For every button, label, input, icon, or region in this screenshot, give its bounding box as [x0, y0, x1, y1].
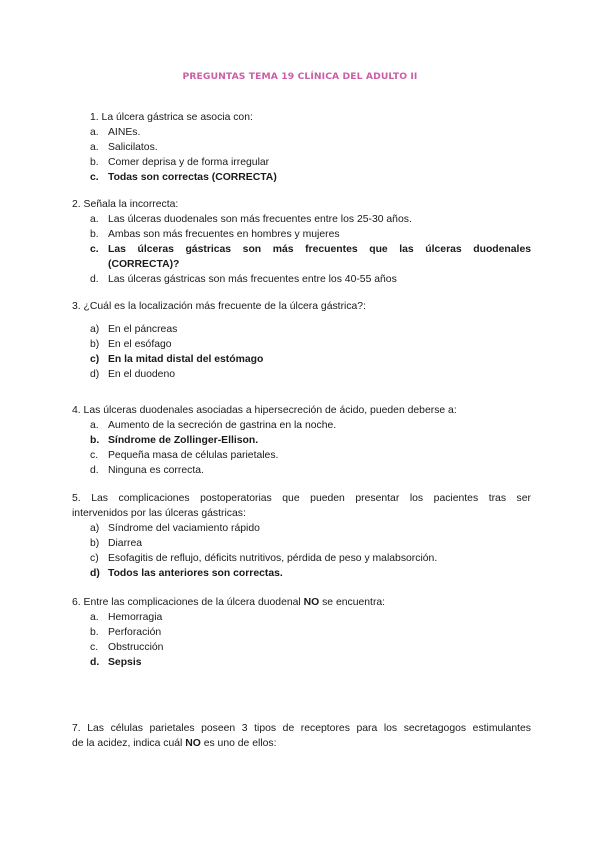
option-label: d.	[90, 465, 99, 476]
option-text: Sepsis	[108, 657, 142, 668]
question-6-option-c	[72, 640, 531, 655]
option-label: a.	[90, 420, 99, 431]
option-text: Síndrome del vaciamiento rápido	[108, 523, 260, 534]
option-label: c.	[90, 450, 99, 461]
question-6-option-b	[72, 625, 531, 640]
option-label: c.	[90, 172, 99, 183]
stem-text: 6. Entre las complicaciones de la úlcera duodenal	[72, 597, 304, 608]
option-text: Perforación	[108, 627, 162, 638]
option-label: d.	[90, 274, 99, 285]
option-label: b.	[90, 435, 100, 446]
option-text: En el duodeno	[108, 369, 176, 380]
question-3-option-b	[72, 337, 531, 352]
question-4-stem: 4. Las úlceras duodenales asociadas a hipersecreción de ácido, pueden deberse a:	[72, 405, 457, 416]
option-text: En el esófago	[108, 339, 172, 350]
question-1-option-a2	[72, 140, 531, 155]
option-text: Esofagitis de reflujo, déficits nutritivos, pérdida de peso y malabsorción.	[108, 553, 438, 564]
question-4-option-c	[72, 448, 531, 463]
question-1-option-a	[72, 125, 531, 140]
option-label: b)	[90, 339, 100, 350]
question-2-option-d	[72, 272, 531, 287]
question-6	[72, 595, 531, 670]
stem-text: es uno de ellos:	[200, 738, 277, 749]
stem-text: se encuentra:	[319, 597, 386, 608]
option-label: a)	[90, 324, 100, 335]
question-5	[72, 491, 531, 581]
stem-text: de la acidez, indica cuál	[72, 738, 186, 749]
option-label: b.	[90, 627, 99, 638]
question-5-stem-line-1: 5. Las complicaciones postoperatorias que pueden presentar los pacientes tras ser	[72, 493, 531, 504]
question-4-option-a	[72, 418, 531, 433]
question-2	[72, 197, 531, 287]
option-label: b)	[90, 538, 100, 549]
question-6-stem	[72, 595, 531, 610]
option-text-line-1: Las úlceras gástricas son más frecuentes que las úlceras duodenales	[108, 244, 531, 255]
question-4-option-b	[72, 433, 531, 448]
question-6-option-d	[72, 655, 531, 670]
option-text: En el páncreas	[108, 324, 178, 335]
option-text: Ninguna es correcta.	[108, 465, 204, 476]
option-label: c)	[90, 553, 99, 564]
option-text: Las úlceras gástricas son más frecuentes entre los 40-55 años	[108, 274, 397, 285]
option-label: d)	[90, 369, 100, 380]
question-1-stem: 1. La úlcera gástrica se asocia con:	[90, 112, 253, 123]
question-3-option-a	[72, 322, 531, 337]
question-5-option-b	[72, 536, 531, 551]
question-1	[72, 110, 531, 185]
question-3-option-c	[72, 352, 531, 367]
question-3	[72, 299, 531, 382]
question-3-option-d	[72, 367, 531, 382]
option-label: d)	[90, 568, 100, 579]
option-text: Todos las anteriores son correctas.	[108, 568, 283, 579]
question-3-stem: 3. ¿Cuál es la localización más frecuente de la úlcera gástrica?:	[72, 301, 366, 312]
option-text: En la mitad distal del estómago	[108, 354, 264, 365]
question-6-option-a	[72, 610, 531, 625]
option-label: c.	[90, 642, 99, 653]
question-2-option-a	[72, 212, 531, 227]
question-5-option-d	[72, 566, 531, 581]
question-2-option-c	[72, 242, 531, 272]
option-text: Aumento de la secreción de gastrina en la noche.	[108, 420, 337, 431]
stem-emphasis: NO	[303, 597, 320, 608]
option-label: a.	[90, 214, 99, 225]
option-label: c)	[90, 354, 100, 365]
option-text: Salicilatos.	[108, 142, 158, 153]
option-label: d.	[90, 657, 100, 668]
option-text: Diarrea	[108, 538, 143, 549]
option-label: c.	[90, 244, 99, 255]
option-text-line-2: (CORRECTA)?	[108, 259, 180, 270]
question-2-stem: 2. Señala la incorrecta:	[72, 199, 179, 210]
stem-emphasis: NO	[185, 738, 201, 749]
question-1-option-b	[72, 155, 531, 170]
option-text: Comer deprisa y de forma irregular	[108, 157, 270, 168]
question-4-option-d	[72, 463, 531, 478]
option-text: Las úlceras duodenales son más frecuentes entre los 25-30 años.	[108, 214, 412, 225]
question-5-option-a	[72, 521, 531, 536]
question-7	[72, 721, 531, 751]
option-text: Hemorragia	[108, 612, 163, 623]
option-label: b.	[90, 157, 99, 168]
option-text: Ambas son más frecuentes en hombres y mujeres	[108, 229, 340, 240]
option-text: Todas son correctas (CORRECTA)	[108, 172, 277, 183]
option-label: b.	[90, 229, 99, 240]
option-text: AINEs.	[108, 127, 141, 138]
question-7-stem-line-1: 7. Las células parietales poseen 3 tipos de receptores para los secretagogos estimulantes	[72, 723, 531, 734]
option-label: a.	[90, 127, 99, 138]
question-1-option-c	[72, 170, 531, 185]
question-5-option-c	[72, 551, 531, 566]
option-text: Obstrucción	[108, 642, 164, 653]
option-text: Pequeña masa de células parietales.	[108, 450, 279, 461]
question-2-option-b	[72, 227, 531, 242]
question-7-stem-line-2	[72, 736, 531, 751]
option-text: Síndrome de Zollinger-Ellison.	[108, 435, 259, 446]
question-4	[72, 403, 531, 478]
document-title: PREGUNTAS TEMA 19 CLÍNICA DEL ADULTO II	[182, 71, 418, 82]
option-label: a.	[90, 142, 99, 153]
question-5-stem-line-2: intervenidos por las úlceras gástricas:	[72, 508, 246, 519]
option-label: a)	[90, 523, 100, 534]
option-label: a.	[90, 612, 99, 623]
